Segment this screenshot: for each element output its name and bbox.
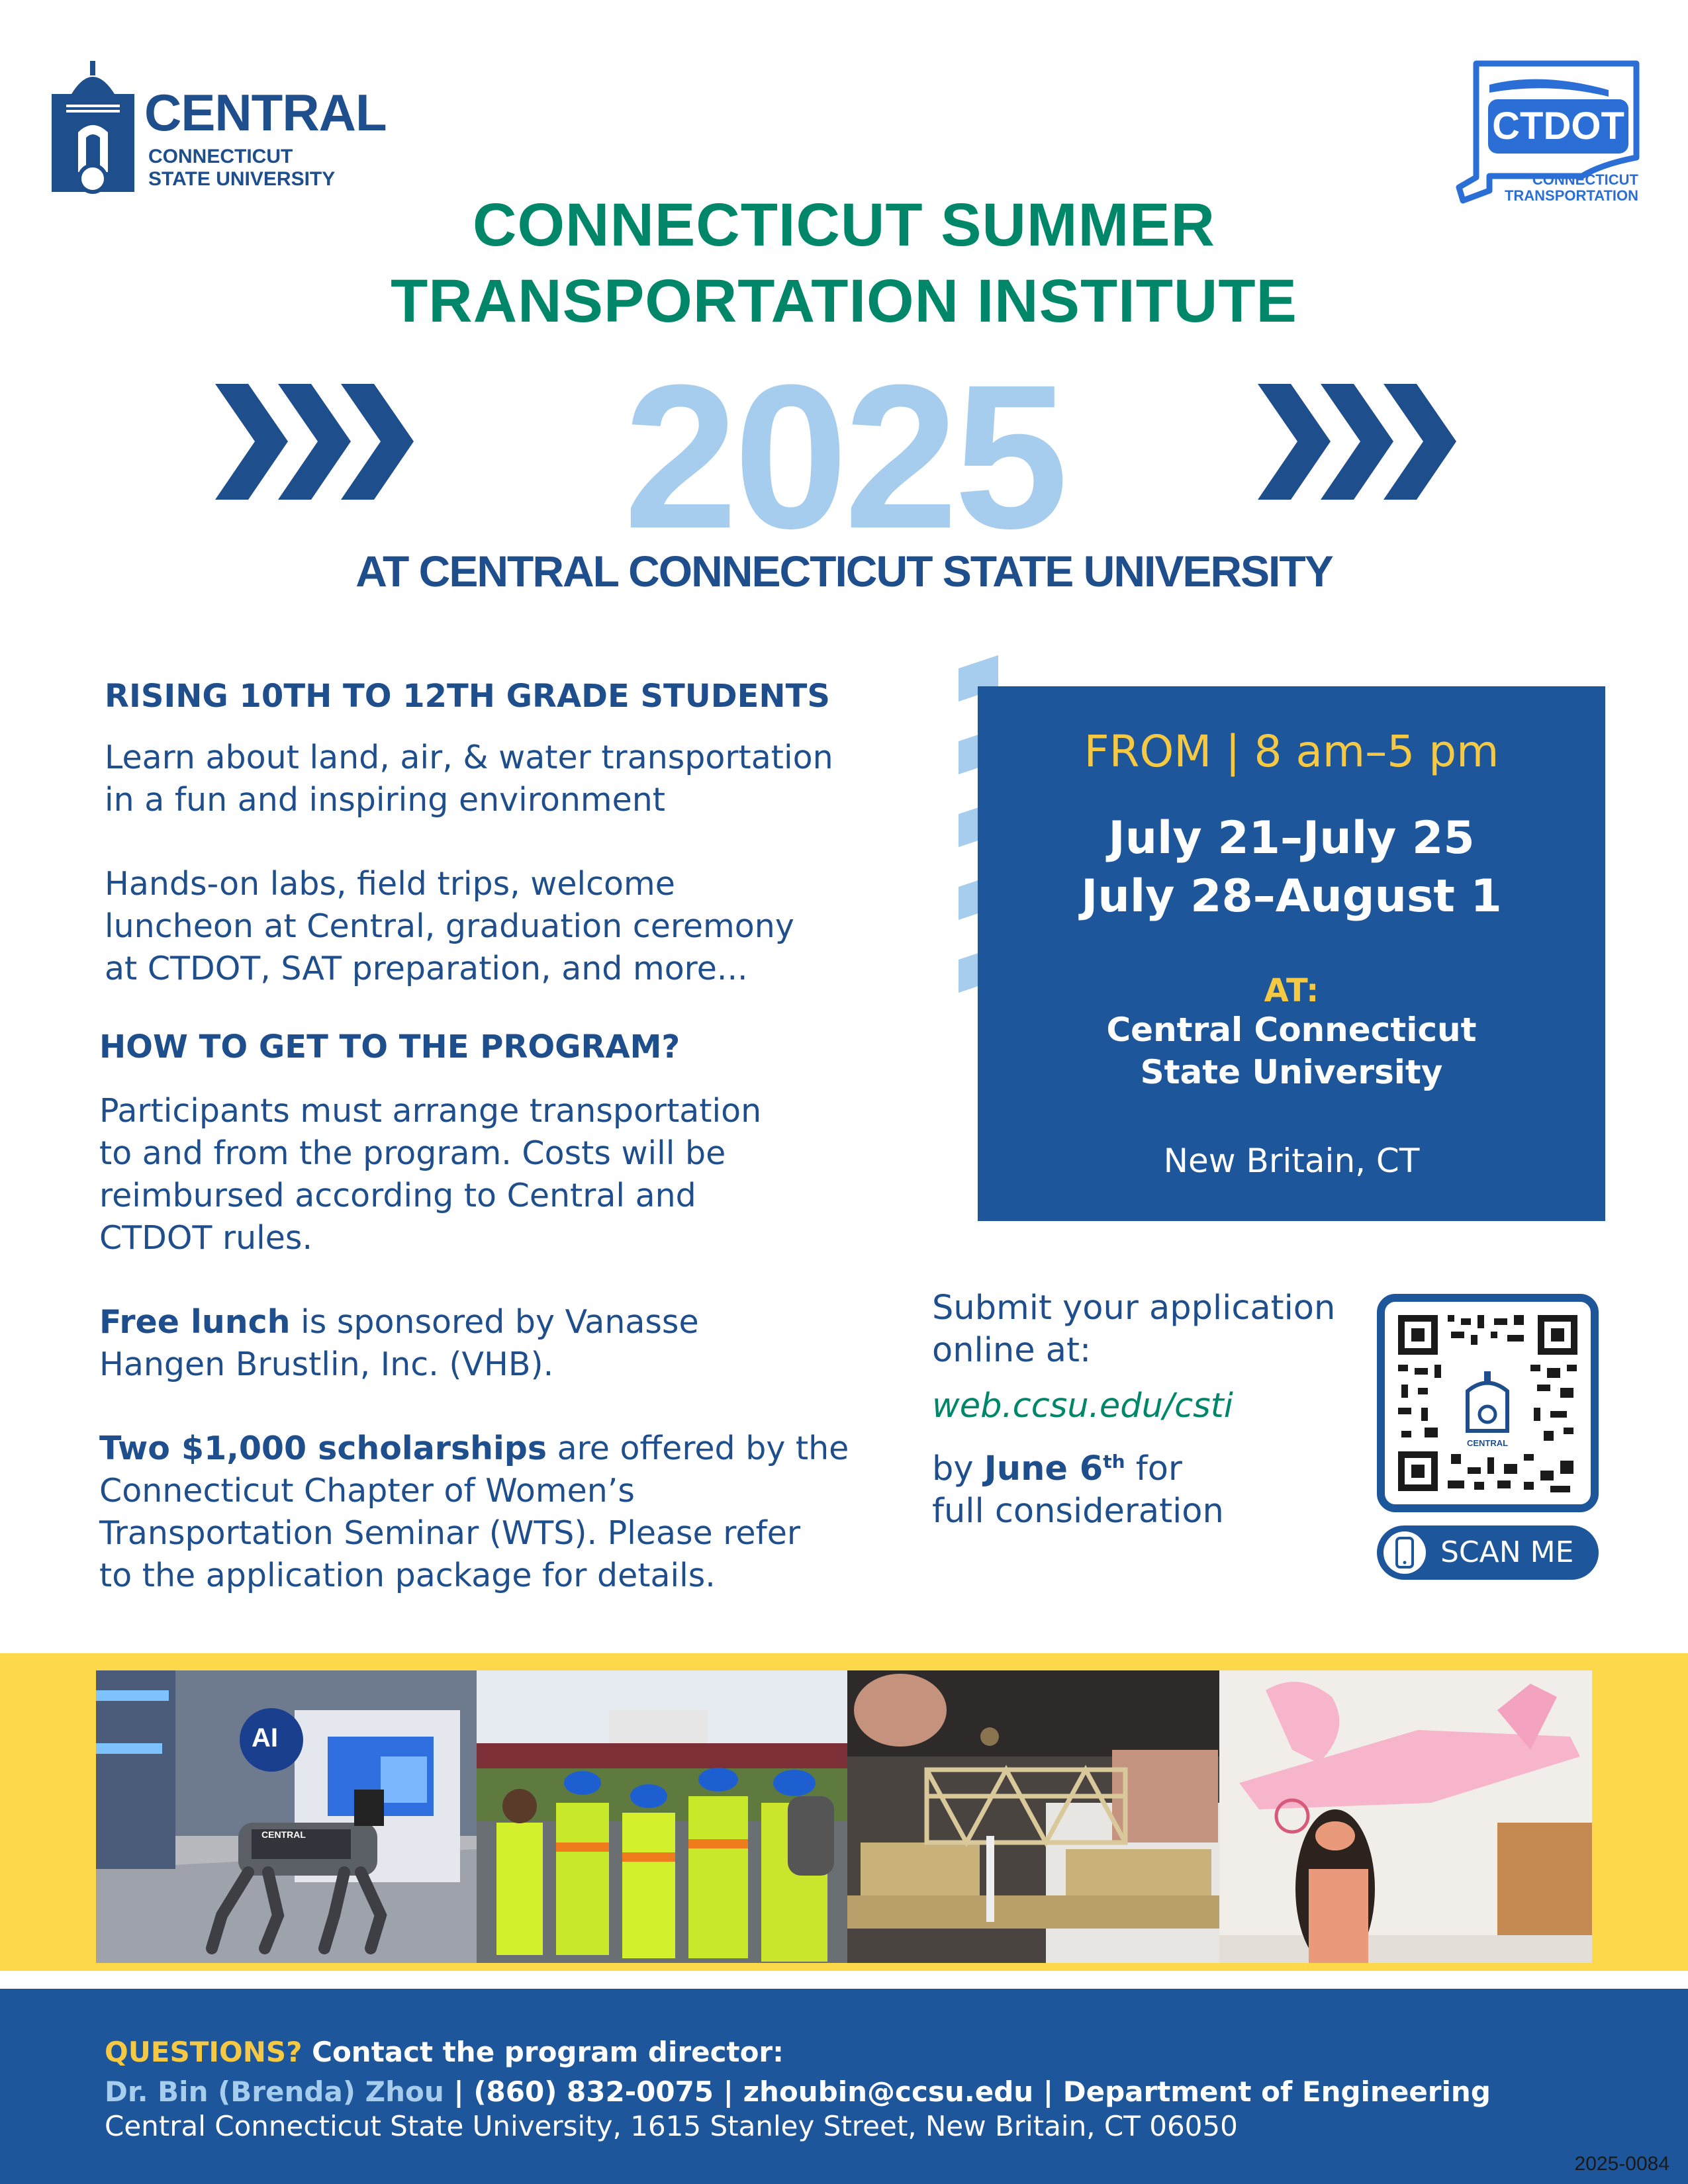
venue-label: AT: — [1264, 972, 1319, 1009]
scholar-rest: are offered by the — [547, 1430, 849, 1467]
transport-line-4: CTDOT rules. — [99, 1219, 313, 1257]
year-heading: 2025 — [624, 341, 1064, 571]
title-line-2: TRANSPORTATION INSTITUTE — [391, 267, 1297, 335]
robot-badge: CENTRAL — [261, 1829, 306, 1840]
scan-me-button[interactable] — [1377, 1525, 1599, 1580]
activities-line-1: Hands-on labs, field trips, welcome — [105, 865, 675, 903]
qr-code[interactable] — [1377, 1294, 1599, 1512]
scholar-line-4: to the application package for details. — [99, 1557, 716, 1594]
contact-details[interactable]: | (860) 832-0075 | zhoubin@ccsu.edu | Department of Engineering — [444, 2075, 1491, 2108]
phone-icon — [1382, 1530, 1427, 1575]
footer-questions — [105, 2035, 784, 2070]
ccsu-building-icon — [52, 60, 138, 199]
subtitle: AT CENTRAL CONNECTICUT STATE UNIVERSITY — [355, 547, 1333, 596]
intro-line-2: in a fun and inspiring environment — [105, 781, 666, 819]
bridge-model-photo — [847, 1670, 1219, 1963]
director-name: Dr. Bin (Brenda) Zhou — [105, 2075, 444, 2108]
apply-deadline — [932, 1441, 1356, 1490]
robot-dog-photo — [96, 1670, 477, 1963]
document-number: 2025-0084 — [1574, 2153, 1669, 2175]
venue-city: New Britain, CT — [1163, 1142, 1420, 1180]
ccsu-logo — [52, 60, 387, 199]
questions-label: QUESTIONS? — [105, 2036, 303, 2068]
field-trip-photo — [477, 1670, 847, 1963]
venue-line-1: Central Connecticut — [1106, 1011, 1477, 1049]
footer-contact — [105, 2075, 1491, 2109]
ctdot-logo-line1: CONNECTICUT — [1532, 171, 1638, 188]
transport-heading: HOW TO GET TO THE PROGRAM? — [99, 1028, 680, 1066]
lunch-bold: Free lunch — [99, 1303, 291, 1341]
activities-line-2: luncheon at Central, graduation ceremony — [105, 907, 794, 945]
apply-line-last: full consideration — [932, 1492, 1224, 1531]
deadline-pre: by — [932, 1449, 984, 1488]
footer — [0, 1989, 1688, 2184]
ccsu-logo-name: CENTRAL — [144, 83, 387, 142]
apply-url-link[interactable]: web.ccsu.edu/csti — [932, 1387, 1233, 1426]
application-info — [932, 1287, 1356, 1533]
transport-line-3: reimbursed according to Central and — [99, 1177, 696, 1214]
scholar-line-3: Transportation Seminar (WTS). Please refer — [99, 1514, 801, 1552]
activities-line-3: at CTDOT, SAT preparation, and more... — [105, 950, 748, 987]
ctdot-logo — [1450, 58, 1642, 204]
ccsu-logo-line2: STATE UNIVERSITY — [148, 168, 336, 190]
transport-line-1: Participants must arrange transportation — [99, 1092, 762, 1130]
deadline-post: for — [1125, 1449, 1182, 1488]
apply-line-1: Submit your application — [932, 1289, 1336, 1328]
schedule-box — [978, 686, 1605, 1221]
lunch-line-1 — [99, 1301, 894, 1343]
qr-code-icon — [1385, 1302, 1591, 1504]
schedule-date-2: July 28–August 1 — [1081, 870, 1502, 923]
venue-line-2: State University — [1140, 1053, 1443, 1091]
ctdot-logo-name: CTDOT — [1492, 105, 1624, 148]
apply-line-2: online at: — [932, 1331, 1092, 1370]
scholar-bold: Two $1,000 scholarships — [99, 1430, 547, 1467]
ai-sign: AI — [252, 1723, 278, 1752]
lunch-rest: is sponsored by Vanasse — [290, 1303, 699, 1341]
scholar-line-2: Connecticut Chapter of Women’s — [99, 1472, 635, 1510]
glider-photo — [1219, 1670, 1592, 1963]
qr-caption: CENTRAL — [1466, 1438, 1509, 1448]
ctdot-logo-line2: TRANSPORTATION — [1504, 187, 1638, 204]
lunch-line-2: Hangen Brustlin, Inc. (VHB). — [99, 1345, 554, 1383]
ccsu-logo-line1: CONNECTICUT — [148, 146, 293, 167]
title-line-1: CONNECTICUT SUMMER — [473, 191, 1215, 259]
footer-address: Central Connecticut State University, 1615 Stanley Street, New Britain, CT 06050 — [105, 2110, 1238, 2142]
audience-heading: RISING 10TH TO 12TH GRADE STUDENTS — [105, 678, 830, 715]
scan-me-label: SCAN ME — [1440, 1535, 1574, 1569]
deadline-sup: th — [1103, 1451, 1125, 1473]
contact-label: Contact the program director: — [302, 2036, 784, 2068]
schedule-time: FROM | 8 am–5 pm — [1084, 726, 1499, 777]
intro-line-1: Learn about land, air, & water transportation — [105, 739, 833, 776]
schedule-date-1: July 21–July 25 — [1108, 812, 1475, 864]
deadline-bold: June 6 — [984, 1449, 1103, 1488]
transport-line-2: to and from the program. Costs will be — [99, 1134, 726, 1172]
scholar-line-1 — [99, 1428, 894, 1470]
